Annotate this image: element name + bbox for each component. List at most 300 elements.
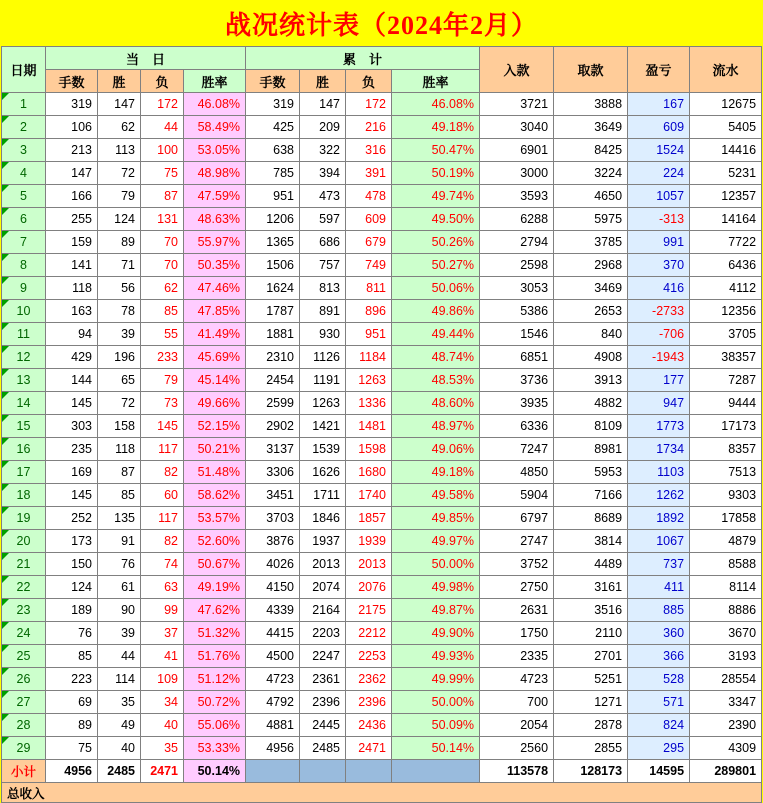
row-day	[2, 116, 46, 139]
row-total-loss: 1184	[346, 346, 392, 369]
row-total-hands: 4415	[246, 622, 300, 645]
table-row	[2, 622, 762, 645]
row-today-loss: 35	[141, 737, 184, 760]
row-total-hands: 3451	[246, 484, 300, 507]
row-total-rate: 46.08%	[392, 93, 480, 116]
row-today-loss: 100	[141, 139, 184, 162]
row-total-loss: 609	[346, 208, 392, 231]
row-profit: 1057	[628, 185, 690, 208]
row-today-loss: 40	[141, 714, 184, 737]
table-row	[2, 116, 762, 139]
row-today-rate: 47.62%	[184, 599, 246, 622]
table-row	[2, 645, 762, 668]
comment-marker-icon	[2, 622, 9, 629]
row-day	[2, 346, 46, 369]
row-today-hands: 223	[46, 668, 98, 691]
row-today-loss: 74	[141, 553, 184, 576]
row-total-rate: 48.60%	[392, 392, 480, 415]
row-total-win: 1421	[300, 415, 346, 438]
comment-marker-icon	[2, 300, 9, 307]
table-row	[2, 576, 762, 599]
row-today-loss: 233	[141, 346, 184, 369]
row-today-loss: 131	[141, 208, 184, 231]
row-today-loss: 87	[141, 185, 184, 208]
row-total-rate: 50.14%	[392, 737, 480, 760]
row-total-hands: 4792	[246, 691, 300, 714]
row-total-win: 2361	[300, 668, 346, 691]
table-row	[2, 392, 762, 415]
row-withdraw: 8425	[554, 139, 628, 162]
row-today-win: 147	[98, 93, 141, 116]
row-day-label: 5	[20, 189, 27, 203]
row-today-rate: 53.05%	[184, 139, 246, 162]
row-total-loss: 811	[346, 277, 392, 300]
row-withdraw: 2653	[554, 300, 628, 323]
row-today-loss: 82	[141, 461, 184, 484]
table-row	[2, 507, 762, 530]
row-flow: 14164	[690, 208, 762, 231]
row-total-hands: 2599	[246, 392, 300, 415]
row-today-hands: 255	[46, 208, 98, 231]
row-total-rate: 50.00%	[392, 691, 480, 714]
row-profit: 991	[628, 231, 690, 254]
row-total-win: 2396	[300, 691, 346, 714]
row-today-rate: 47.59%	[184, 185, 246, 208]
row-profit: 416	[628, 277, 690, 300]
row-day	[2, 254, 46, 277]
row-day-label: 14	[16, 396, 31, 410]
row-today-hands: 173	[46, 530, 98, 553]
header-total-win: 胜	[300, 70, 346, 93]
row-profit: 295	[628, 737, 690, 760]
subtotal-profit: 14595	[628, 760, 690, 783]
row-day-label: 17	[16, 465, 31, 479]
row-deposit: 3593	[480, 185, 554, 208]
table-row	[2, 691, 762, 714]
row-total-hands: 1624	[246, 277, 300, 300]
row-total-rate: 49.85%	[392, 507, 480, 530]
row-today-win: 87	[98, 461, 141, 484]
row-profit: 370	[628, 254, 690, 277]
row-deposit: 2794	[480, 231, 554, 254]
row-today-loss: 75	[141, 162, 184, 185]
row-day-label: 26	[16, 672, 31, 686]
table-row	[2, 208, 762, 231]
row-flow: 9444	[690, 392, 762, 415]
row-total-hands: 2310	[246, 346, 300, 369]
row-total-win: 757	[300, 254, 346, 277]
row-today-rate: 50.67%	[184, 553, 246, 576]
row-today-loss: 109	[141, 668, 184, 691]
subtotal-today-loss: 2471	[141, 760, 184, 783]
row-today-hands: 303	[46, 415, 98, 438]
row-day-label: 16	[16, 442, 31, 456]
row-today-loss: 63	[141, 576, 184, 599]
row-total-hands: 3876	[246, 530, 300, 553]
row-day	[2, 231, 46, 254]
row-total-rate: 48.53%	[392, 369, 480, 392]
row-today-rate: 50.21%	[184, 438, 246, 461]
row-today-rate: 47.85%	[184, 300, 246, 323]
row-today-hands: 166	[46, 185, 98, 208]
row-today-win: 91	[98, 530, 141, 553]
row-today-win: 49	[98, 714, 141, 737]
row-day	[2, 208, 46, 231]
row-total-hands: 1206	[246, 208, 300, 231]
row-total-hands: 3137	[246, 438, 300, 461]
row-withdraw: 3913	[554, 369, 628, 392]
row-today-win: 35	[98, 691, 141, 714]
comment-marker-icon	[2, 691, 9, 698]
comment-marker-icon	[2, 392, 9, 399]
row-total-rate: 48.74%	[392, 346, 480, 369]
row-today-rate: 46.08%	[184, 93, 246, 116]
row-today-win: 90	[98, 599, 141, 622]
comment-marker-icon	[2, 185, 9, 192]
row-profit: 366	[628, 645, 690, 668]
row-total-hands: 4026	[246, 553, 300, 576]
row-total-hands: 1787	[246, 300, 300, 323]
row-profit: 947	[628, 392, 690, 415]
header-flow: 流水	[690, 47, 762, 93]
subtotal-blank-2	[300, 760, 346, 783]
row-flow: 8357	[690, 438, 762, 461]
row-profit: 167	[628, 93, 690, 116]
row-deposit: 6851	[480, 346, 554, 369]
comment-marker-icon	[2, 484, 9, 491]
row-total-rate: 49.74%	[392, 185, 480, 208]
header-today-loss: 负	[141, 70, 184, 93]
row-today-hands: 319	[46, 93, 98, 116]
row-day-label: 20	[16, 534, 31, 548]
row-today-hands: 118	[46, 277, 98, 300]
row-day-label: 27	[16, 695, 31, 709]
row-today-hands: 159	[46, 231, 98, 254]
row-total-loss: 2436	[346, 714, 392, 737]
row-today-rate: 51.48%	[184, 461, 246, 484]
row-day-label: 23	[16, 603, 31, 617]
row-total-win: 891	[300, 300, 346, 323]
row-day	[2, 599, 46, 622]
row-total-win: 1539	[300, 438, 346, 461]
row-total-rate: 50.19%	[392, 162, 480, 185]
row-today-hands: 169	[46, 461, 98, 484]
page-title: 战况统计表（2024年2月）	[0, 0, 763, 46]
row-today-hands: 145	[46, 392, 98, 415]
row-profit: 885	[628, 599, 690, 622]
row-today-win: 118	[98, 438, 141, 461]
row-day-label: 28	[16, 718, 31, 732]
row-flow: 2390	[690, 714, 762, 737]
row-profit: -1943	[628, 346, 690, 369]
row-today-loss: 34	[141, 691, 184, 714]
table-row	[2, 415, 762, 438]
row-total-rate: 49.90%	[392, 622, 480, 645]
row-day	[2, 438, 46, 461]
row-flow: 38357	[690, 346, 762, 369]
table-row	[2, 484, 762, 507]
row-flow: 5231	[690, 162, 762, 185]
row-today-win: 56	[98, 277, 141, 300]
row-deposit: 5386	[480, 300, 554, 323]
table-row	[2, 346, 762, 369]
row-day-label: 8	[20, 258, 27, 272]
header-row-group	[2, 47, 762, 70]
row-profit: 1103	[628, 461, 690, 484]
row-total-hands: 4723	[246, 668, 300, 691]
row-withdraw: 4882	[554, 392, 628, 415]
row-total-win: 394	[300, 162, 346, 185]
row-total-win: 1191	[300, 369, 346, 392]
comment-marker-icon	[2, 208, 9, 215]
row-today-hands: 94	[46, 323, 98, 346]
row-total-loss: 2396	[346, 691, 392, 714]
row-today-rate: 51.76%	[184, 645, 246, 668]
row-day	[2, 369, 46, 392]
row-today-hands: 85	[46, 645, 98, 668]
row-total-hands: 2454	[246, 369, 300, 392]
row-today-win: 196	[98, 346, 141, 369]
row-total-win: 1937	[300, 530, 346, 553]
row-withdraw: 8981	[554, 438, 628, 461]
row-day-label: 21	[16, 557, 31, 571]
row-flow: 8886	[690, 599, 762, 622]
comment-marker-icon	[2, 599, 9, 606]
row-flow: 7513	[690, 461, 762, 484]
row-day-label: 1	[20, 97, 27, 111]
row-today-rate: 45.69%	[184, 346, 246, 369]
row-deposit: 700	[480, 691, 554, 714]
table-footer	[2, 760, 762, 803]
row-total-win: 2247	[300, 645, 346, 668]
row-profit: 1067	[628, 530, 690, 553]
row-total-win: 597	[300, 208, 346, 231]
row-deposit: 1546	[480, 323, 554, 346]
row-day-label: 9	[20, 281, 27, 295]
row-withdraw: 3469	[554, 277, 628, 300]
row-profit: 1734	[628, 438, 690, 461]
row-today-rate: 50.72%	[184, 691, 246, 714]
header-total-rate: 胜率	[392, 70, 480, 93]
row-today-rate: 52.60%	[184, 530, 246, 553]
row-today-loss: 70	[141, 231, 184, 254]
row-today-hands: 106	[46, 116, 98, 139]
row-today-hands: 69	[46, 691, 98, 714]
subtotal-row	[2, 760, 762, 783]
row-profit: 1262	[628, 484, 690, 507]
table-row	[2, 139, 762, 162]
row-deposit: 2631	[480, 599, 554, 622]
header-total-loss: 负	[346, 70, 392, 93]
header-today-hands: 手数	[46, 70, 98, 93]
row-today-win: 39	[98, 622, 141, 645]
row-day-label: 25	[16, 649, 31, 663]
row-total-win: 930	[300, 323, 346, 346]
row-day-label: 4	[20, 166, 27, 180]
row-total-win: 813	[300, 277, 346, 300]
row-total-win: 1626	[300, 461, 346, 484]
row-profit: 177	[628, 369, 690, 392]
row-today-win: 79	[98, 185, 141, 208]
row-withdraw: 3649	[554, 116, 628, 139]
table-row	[2, 162, 762, 185]
row-withdraw: 3814	[554, 530, 628, 553]
row-day	[2, 737, 46, 760]
row-total-rate: 49.44%	[392, 323, 480, 346]
row-total-win: 473	[300, 185, 346, 208]
row-today-loss: 117	[141, 507, 184, 530]
row-total-loss: 2471	[346, 737, 392, 760]
table-row	[2, 254, 762, 277]
row-total-loss: 896	[346, 300, 392, 323]
subtotal-blank-4	[392, 760, 480, 783]
row-total-win: 2485	[300, 737, 346, 760]
row-total-rate: 49.50%	[392, 208, 480, 231]
header-day: 日期	[2, 47, 46, 93]
row-total-win: 2164	[300, 599, 346, 622]
comment-marker-icon	[2, 162, 9, 169]
row-day-label: 24	[16, 626, 31, 640]
comment-marker-icon	[2, 714, 9, 721]
comment-marker-icon	[2, 553, 9, 560]
row-total-loss: 1680	[346, 461, 392, 484]
row-total-rate: 49.93%	[392, 645, 480, 668]
row-deposit: 1750	[480, 622, 554, 645]
row-deposit: 3053	[480, 277, 554, 300]
row-today-win: 61	[98, 576, 141, 599]
row-withdraw: 2855	[554, 737, 628, 760]
table-row	[2, 668, 762, 691]
row-today-win: 135	[98, 507, 141, 530]
row-day	[2, 415, 46, 438]
subtotal-flow: 289801	[690, 760, 762, 783]
row-total-rate: 49.18%	[392, 461, 480, 484]
row-total-loss: 1598	[346, 438, 392, 461]
row-day	[2, 162, 46, 185]
row-today-hands: 213	[46, 139, 98, 162]
row-today-rate: 48.98%	[184, 162, 246, 185]
row-today-loss: 62	[141, 277, 184, 300]
comment-marker-icon	[2, 346, 9, 353]
comment-marker-icon	[2, 116, 9, 123]
row-withdraw: 4908	[554, 346, 628, 369]
row-total-loss: 1481	[346, 415, 392, 438]
row-today-win: 71	[98, 254, 141, 277]
row-day	[2, 645, 46, 668]
row-total-hands: 4956	[246, 737, 300, 760]
row-deposit: 3000	[480, 162, 554, 185]
header-today-win: 胜	[98, 70, 141, 93]
row-deposit: 2750	[480, 576, 554, 599]
row-today-win: 62	[98, 116, 141, 139]
row-deposit: 3935	[480, 392, 554, 415]
row-withdraw: 3224	[554, 162, 628, 185]
row-today-loss: 37	[141, 622, 184, 645]
row-withdraw: 840	[554, 323, 628, 346]
comment-marker-icon	[2, 576, 9, 583]
row-today-hands: 145	[46, 484, 98, 507]
row-total-loss: 1740	[346, 484, 392, 507]
comment-marker-icon	[2, 668, 9, 675]
row-today-rate: 51.32%	[184, 622, 246, 645]
row-deposit: 3040	[480, 116, 554, 139]
row-deposit: 4850	[480, 461, 554, 484]
row-flow: 17858	[690, 507, 762, 530]
table-row	[2, 185, 762, 208]
row-deposit: 4723	[480, 668, 554, 691]
row-withdraw: 2878	[554, 714, 628, 737]
row-today-hands: 235	[46, 438, 98, 461]
row-today-win: 89	[98, 231, 141, 254]
row-day	[2, 622, 46, 645]
row-today-loss: 85	[141, 300, 184, 323]
row-total-win: 2074	[300, 576, 346, 599]
row-total-loss: 172	[346, 93, 392, 116]
comment-marker-icon	[2, 369, 9, 376]
row-today-loss: 99	[141, 599, 184, 622]
row-total-win: 1263	[300, 392, 346, 415]
subtotal-deposit: 113578	[480, 760, 554, 783]
row-total-rate: 49.98%	[392, 576, 480, 599]
table-row	[2, 300, 762, 323]
row-profit: -2733	[628, 300, 690, 323]
row-day	[2, 93, 46, 116]
row-total-hands: 4500	[246, 645, 300, 668]
row-withdraw: 4489	[554, 553, 628, 576]
row-flow: 9303	[690, 484, 762, 507]
row-deposit: 6288	[480, 208, 554, 231]
row-today-hands: 189	[46, 599, 98, 622]
row-today-loss: 55	[141, 323, 184, 346]
row-total-hands: 3306	[246, 461, 300, 484]
subtotal-withdraw: 128173	[554, 760, 628, 783]
row-profit: -706	[628, 323, 690, 346]
row-total-win: 2013	[300, 553, 346, 576]
row-flow: 17173	[690, 415, 762, 438]
row-total-hands: 1506	[246, 254, 300, 277]
row-today-hands: 150	[46, 553, 98, 576]
row-day	[2, 139, 46, 162]
row-today-loss: 82	[141, 530, 184, 553]
row-total-hands: 1365	[246, 231, 300, 254]
comment-marker-icon	[2, 93, 9, 100]
table-row	[2, 599, 762, 622]
row-total-loss: 679	[346, 231, 392, 254]
comment-marker-icon	[2, 737, 9, 744]
row-profit: 1892	[628, 507, 690, 530]
row-day	[2, 484, 46, 507]
row-withdraw: 8689	[554, 507, 628, 530]
row-day-label: 22	[16, 580, 31, 594]
row-total-hands: 4881	[246, 714, 300, 737]
row-total-rate: 49.58%	[392, 484, 480, 507]
row-total-rate: 49.97%	[392, 530, 480, 553]
table-header	[2, 47, 762, 93]
row-total-loss: 2013	[346, 553, 392, 576]
row-today-hands: 147	[46, 162, 98, 185]
comment-marker-icon	[2, 645, 9, 652]
row-day-label: 19	[16, 511, 31, 525]
row-total-loss: 391	[346, 162, 392, 185]
header-total-hands: 手数	[246, 70, 300, 93]
row-profit: 609	[628, 116, 690, 139]
row-profit: 360	[628, 622, 690, 645]
row-today-loss: 145	[141, 415, 184, 438]
row-total-loss: 951	[346, 323, 392, 346]
row-flow: 3670	[690, 622, 762, 645]
row-today-hands: 141	[46, 254, 98, 277]
subtotal-today-win: 2485	[98, 760, 141, 783]
